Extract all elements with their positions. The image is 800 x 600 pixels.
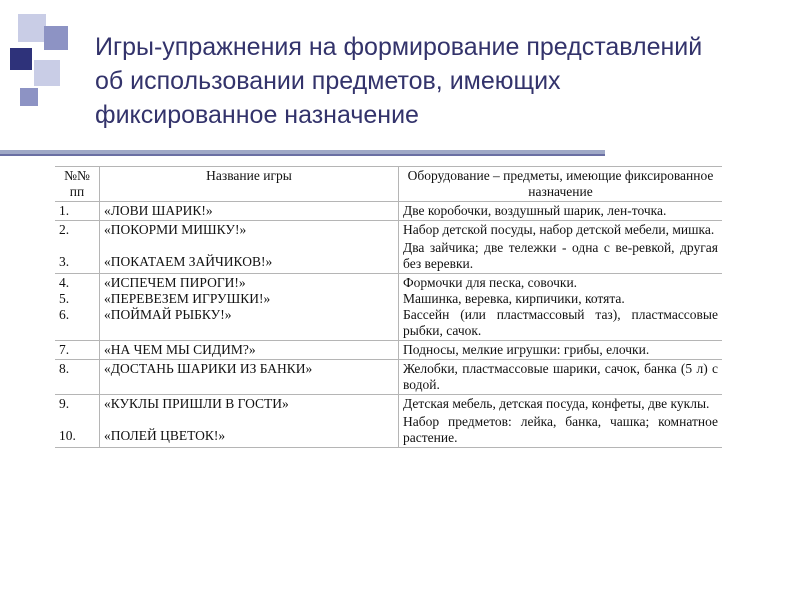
slide-title-line: фиксированное назначение <box>95 101 419 129</box>
row-num: 10. <box>59 428 76 443</box>
row-equipment: Формочки для песка, совочки. <box>403 275 578 290</box>
row-game-name-group <box>100 395 399 448</box>
header-name: Название игры <box>100 167 399 202</box>
table-row <box>55 360 722 395</box>
row-num: 4. <box>59 275 70 290</box>
row-equipment: Детская мебель, детская посуда, конфеты, две куклы. <box>403 396 710 411</box>
row-equipment: Набор предметов: лейка, банка, чашка; комнатное растение. <box>403 414 718 445</box>
row-num: 9. <box>59 396 70 411</box>
row-equipment: Подносы, мелкие игрушки: грибы, елочки. <box>403 342 650 357</box>
row-num-group <box>55 221 100 274</box>
row-game-name: «НА ЧЕМ МЫ СИДИМ?» <box>100 341 399 360</box>
row-equipment: Набор детской посуды, набор детской мебели, мишка. <box>403 222 715 237</box>
table-row <box>55 202 722 221</box>
row-game-name: «ПОКАТАЕМ ЗАЙЧИКОВ!» <box>104 254 273 269</box>
slide-title-line: Игры-упражнения на формирование представлений <box>95 33 703 61</box>
row-spacer <box>59 238 95 246</box>
games-table <box>55 166 722 448</box>
row-equipment: Две коробочки, воздушный шарик, лен-точка. <box>403 203 667 218</box>
row-spacer <box>59 412 95 420</box>
row-game-name: «ПОКОРМИ МИШКУ!» <box>104 222 247 237</box>
row-spacer <box>104 412 394 420</box>
decor-square <box>18 14 46 42</box>
row-num: 6. <box>59 307 70 322</box>
table-row <box>55 221 722 274</box>
title-divider-shadow <box>0 154 605 156</box>
row-game-name: «ПЕРЕВЕЗЕМ ИГРУШКИ!» <box>104 291 271 306</box>
row-game-name: «ЛОВИ ШАРИК!» <box>100 202 399 221</box>
row-game-name: «КУКЛЫ ПРИШЛИ В ГОСТИ» <box>104 396 289 411</box>
row-num: 8. <box>55 360 100 395</box>
row-equipment: Машинка, веревка, кирпичики, котята. <box>403 291 625 306</box>
row-num: 7. <box>55 341 100 360</box>
row-num: 2. <box>59 222 70 237</box>
slide-title-line: об использовании предметов, имеющих <box>95 67 561 95</box>
slide-title <box>95 30 785 132</box>
table-row <box>55 341 722 360</box>
row-num-group <box>55 274 100 341</box>
row-equipment: Бассейн (или пластмассовый таз), пластмассовые рыбки, сачок. <box>403 307 718 338</box>
row-equipment: Два зайчика; две тележки - одна с ве-ревкой, другая без веревки. <box>403 240 718 271</box>
row-game-name-group <box>100 221 399 274</box>
header-equipment: Оборудование – предметы, имеющие фиксированное назначение <box>407 168 714 199</box>
table-header-row <box>55 167 722 202</box>
decor-square <box>10 48 32 70</box>
row-equipment-group <box>399 395 723 448</box>
row-game-name-group <box>100 274 399 341</box>
row-equipment-group <box>399 274 723 341</box>
row-num: 3. <box>59 254 70 269</box>
table-row <box>55 274 722 341</box>
decor-square <box>20 88 38 106</box>
row-num-group <box>55 395 100 448</box>
table-row <box>55 395 722 448</box>
decorative-squares <box>4 8 74 118</box>
row-num: 1. <box>55 202 100 221</box>
row-game-name: «ПОЛЕЙ ЦВЕТОК!» <box>104 428 226 443</box>
decor-square <box>34 60 60 86</box>
row-equipment: Желобки, пластмассовые шарики, сачок, банка (5 л) с водой. <box>403 361 718 392</box>
row-equipment-group <box>399 221 723 274</box>
row-spacer <box>104 238 394 246</box>
row-game-name: «ПОЙМАЙ РЫБКУ!» <box>104 307 232 322</box>
row-num: 5. <box>59 291 70 306</box>
row-game-name: «ДОСТАНЬ ШАРИКИ ИЗ БАНКИ» <box>100 360 399 395</box>
row-game-name: «ИСПЕЧЕМ ПИРОГИ!» <box>104 275 246 290</box>
decor-square <box>44 26 68 50</box>
header-num: №№ пп <box>55 167 100 202</box>
